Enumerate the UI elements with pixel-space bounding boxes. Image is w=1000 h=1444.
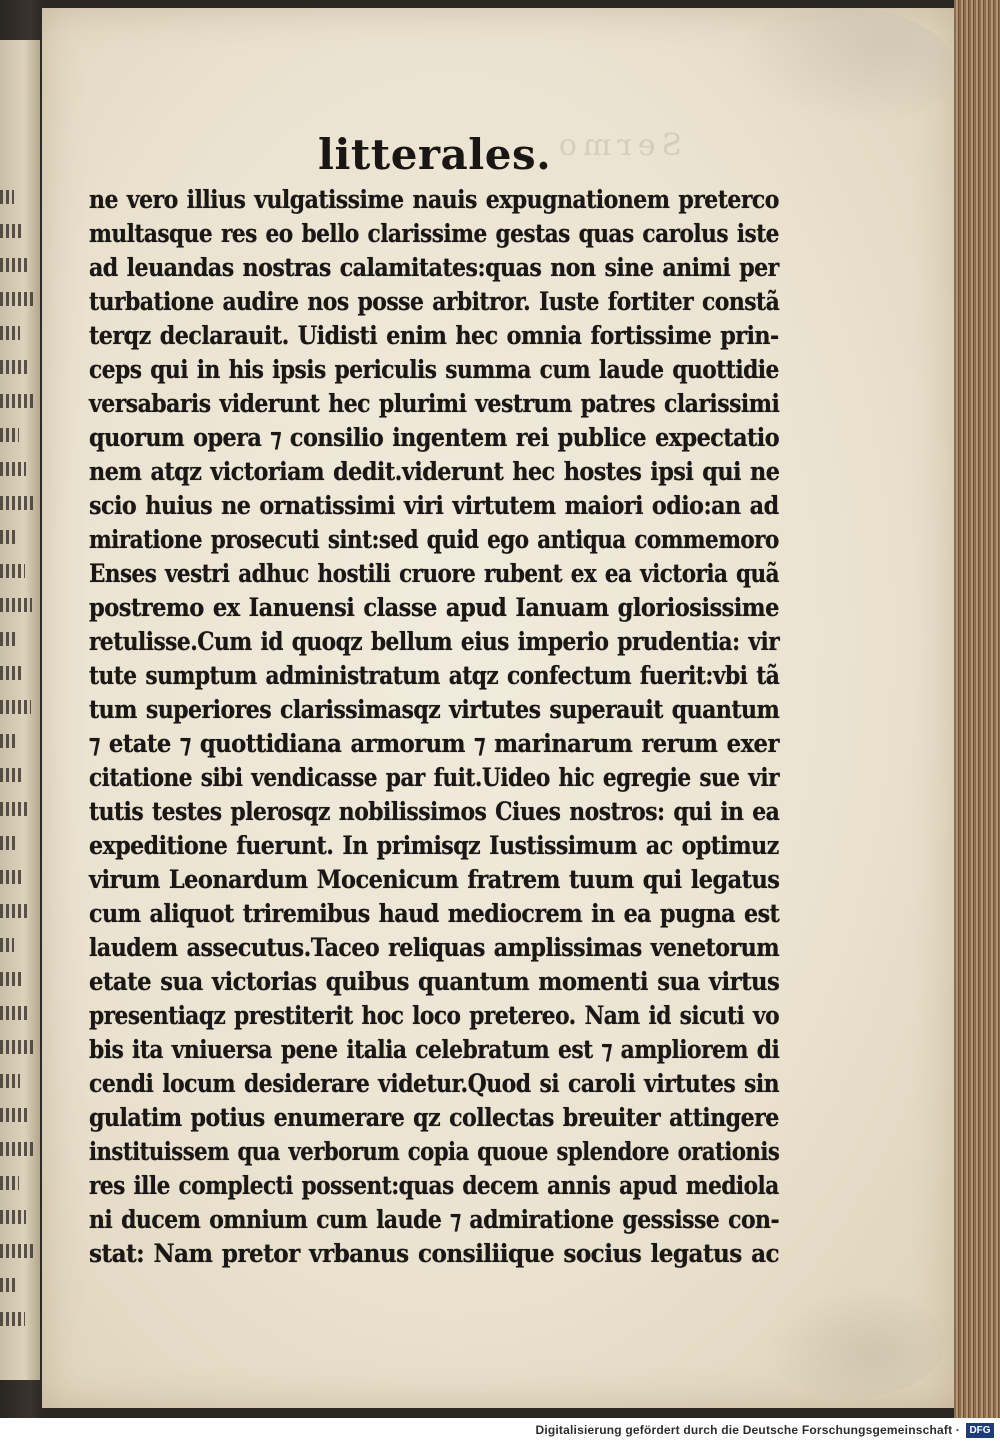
previous-page-text-fragment (0, 1006, 28, 1020)
previous-page-text-fragment (0, 326, 20, 340)
text-line: retulisse.Cum id quoqz bellum eius imperio prudentia: vir (89, 627, 780, 656)
previous-page-text-fragment (0, 700, 31, 714)
text-line: terqz declarauit. Uidisti enim hec omnia fortissime prin- (89, 321, 779, 350)
previous-page-text-fragment (0, 1108, 27, 1122)
previous-page-text-fragment (0, 1074, 20, 1088)
text-line: ne vero illius vulgatissime nauis expugnationem preterco (89, 185, 779, 214)
previous-page-text-fragment (0, 258, 28, 272)
book-fore-edge (954, 0, 1000, 1418)
footer-bar (0, 1418, 1000, 1444)
text-line: ad leuandas nostras calamitates:quas non sine animi per (89, 253, 779, 282)
previous-page-text-fragment (0, 394, 34, 408)
text-line: nem atqz victoriam dedit.viderunt hec hostes ipsi qui ne (89, 457, 780, 486)
text-line: etate sua victorias quibus quantum momenti sua virtus (89, 967, 780, 996)
text-line: gulatim potius enumerare qz collectas breuiter attingere (89, 1103, 779, 1132)
previous-page-text-fragment (0, 734, 16, 748)
previous-page-text-fragment (0, 1142, 34, 1156)
text-line: bis ita vniuersa pene italia celebratum est ⁊ ampliorem di (89, 1035, 780, 1064)
text-line: citatione sibi vendicasse par fuit.Uideo hic egregie sue vir (89, 763, 779, 792)
text-line: virum Leonardum Mocenicum fratrem tuum qui legatus (89, 865, 780, 894)
previous-page-text-fragment (0, 870, 22, 884)
text-line: tute sumptum administratum atqz confectum fuerit:vbi tã (89, 661, 780, 690)
text-line: ⁊ etate ⁊ quottidiana armorum ⁊ marinarum rerum exer (89, 729, 779, 758)
previous-page-text-fragment (0, 428, 19, 442)
running-header: litterales. (318, 130, 552, 179)
previous-page-text-fragment (0, 666, 24, 680)
text-line: cum aliquot triremibus haud mediocrem in ea pugna est (89, 899, 780, 928)
previous-page-text-fragment (0, 938, 14, 952)
page-stain (734, 8, 954, 128)
text-line: postremo ex Ianuensi classe apud Ianuam gloriosissime (89, 593, 779, 622)
previous-page-text-fragment (0, 1312, 25, 1326)
text-line: stat: Nam pretor vrbanus consiliique socius legatus ac (89, 1239, 780, 1268)
previous-page-edge (0, 40, 40, 1380)
previous-page-text-fragment (0, 496, 33, 510)
previous-page-text-fragment (0, 768, 23, 782)
text-line: turbatione audire nos posse arbitror. Iuste fortiter constã (89, 287, 780, 316)
text-line: laudem assecutus.Taceo reliquas amplissimas venetorum (89, 933, 780, 962)
text-line: tum superiores clarissimasqz virtutes superauit quantum (89, 695, 780, 724)
text-block (89, 183, 779, 1271)
text-line: expeditione fuerunt. In primisqz Iustissimum ac optimuz (89, 831, 779, 860)
previous-page-text-fragment (0, 564, 25, 578)
page-stain (764, 1288, 944, 1398)
previous-page-text-fragment (0, 1278, 18, 1292)
text-line: res ille complecti possent:quas decem annis apud mediola (89, 1171, 779, 1200)
funding-note: Digitalisierung gefördert durch die Deutsche Forschungsgemeinschaft · (535, 1423, 960, 1437)
previous-page-text-fragment (0, 1244, 33, 1258)
text-line: presentiaqz prestiterit hoc loco pretereo. Nam id sicuti vo (89, 1001, 780, 1030)
previous-page-text-fragment (0, 292, 35, 306)
text-line: versabaris viderunt hec plurimi vestrum patres clarissimi (89, 389, 780, 418)
previous-page-text-fragment (0, 1176, 19, 1190)
previous-page-text-fragment (0, 802, 30, 816)
text-line: quorum opera ⁊ consilio ingentem rei publice expectatio (89, 423, 780, 452)
text-line: instituissem qua verborum copia quoue splendore orationis (89, 1137, 780, 1166)
previous-page-text-fragment (0, 462, 26, 476)
text-line: scio huius ne ornatissimi viri virtutem maiori odio:an ad (89, 491, 779, 520)
text-line: miratione prosecuti sint:sed quid ego antiqua commemoro (89, 525, 779, 554)
previous-page-text-fragment (0, 598, 32, 612)
previous-page-text-fragment (0, 360, 27, 374)
text-line: ni ducem omnium cum laude ⁊ admiratione gessisse con- (89, 1205, 780, 1234)
previous-page-text-fragment (0, 904, 29, 918)
dfg-logo: DFG (966, 1423, 994, 1438)
previous-page-text-fragment (0, 972, 21, 986)
previous-page-text-fragment (0, 1210, 26, 1224)
text-line: ceps qui in his ipsis periculis summa cum laude quottidie (89, 355, 779, 384)
previous-page-text-fragment (0, 190, 14, 204)
previous-page-text-fragment (0, 836, 15, 850)
text-line: multasque res eo bello clarissime gestas quas carolus iste (89, 219, 779, 248)
text-line: Enses vestri adhuc hostili cruore rubent ex ea victoria quã (89, 559, 780, 588)
previous-page-text-fragment (0, 632, 17, 646)
previous-page-text-fragment (0, 1040, 35, 1054)
text-line: tutis testes plerosqz nobilissimos Ciues nostros: qui in ea (89, 797, 780, 826)
previous-page-text-fragment (0, 530, 18, 544)
previous-page-text-fragment (0, 224, 21, 238)
show-through-text: Sermo (552, 128, 682, 163)
text-line: cendi locum desiderare videtur.Quod si caroli virtutes sin (89, 1069, 780, 1098)
